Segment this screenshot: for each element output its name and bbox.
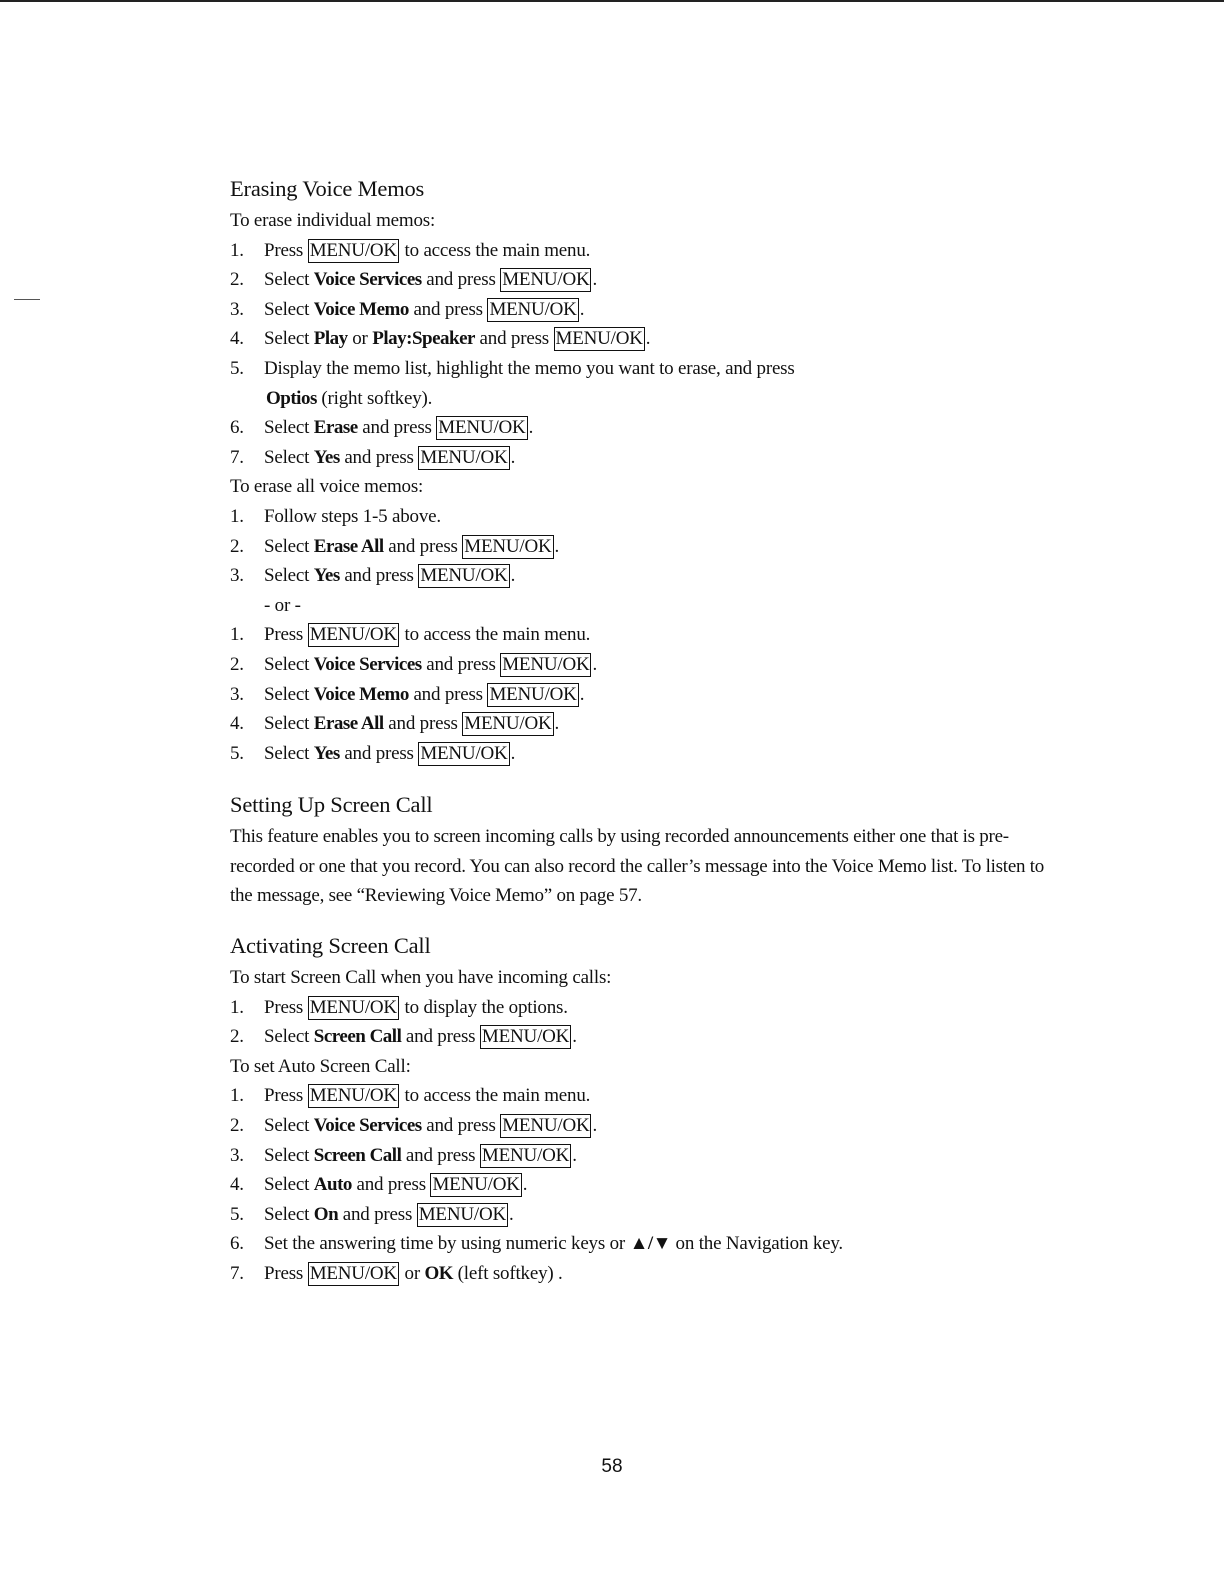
erasing-intro: To erase individual memos:	[230, 210, 436, 231]
auto-intro: To set Auto Screen Call:	[230, 1055, 411, 1077]
menu-ok-key: MENU/OK	[309, 624, 397, 646]
section-title-erasing: Erasing Voice Memos	[230, 176, 425, 201]
menu-ok-key: MENU/OK	[309, 996, 397, 1018]
menu-ok-key: MENU/OK	[502, 653, 590, 675]
menu-ok-key: MENU/OK	[418, 1203, 506, 1225]
list-item: 4. Select Auto and press MENU/OK .	[230, 1174, 528, 1196]
list-item: 1. Press MENU/OK to access the main menu.	[230, 624, 591, 646]
list-item: 3. Select Voice Memo and press MENU/OK .	[230, 298, 585, 320]
list-item: 1. Press MENU/OK to display the options.	[230, 996, 568, 1018]
menu-ok-key: MENU/OK	[555, 328, 643, 350]
list-item: 1. Follow steps 1-5 above.	[230, 505, 441, 527]
list-item: 2. Select Voice Services and press MENU/OK .	[230, 653, 598, 675]
setup-body: This feature enables you to screen incoming calls by using recorded announcements either one that is pre-recorded or one that you record. You can also record the caller’s message into the Voice Memo list. To listen to the message, see “Reviewing Voice Memo” on page 57.	[230, 826, 1045, 907]
list-item: 6. Select Erase and press MENU/OK .	[230, 417, 534, 439]
menu-ok-key: MENU/OK	[464, 535, 552, 557]
list-item: 3. Select Voice Memo and press MENU/OK .	[230, 683, 585, 705]
list-item: 4. Select Play or Play:Speaker and press MENU/OK .	[230, 328, 651, 350]
list-item: 4. Select Erase All and press MENU/OK .	[230, 713, 560, 735]
list-item: 5. Select On and press MENU/OK .	[230, 1203, 514, 1225]
top-rule	[0, 0, 1224, 2]
menu-ok-key: MENU/OK	[420, 565, 508, 587]
menu-ok-key: MENU/OK	[502, 1115, 590, 1137]
or-separator: - or -	[264, 594, 301, 616]
menu-ok-key: MENU/OK	[502, 269, 590, 291]
menu-ok-key: MENU/OK	[438, 417, 526, 439]
erase-all-intro: To erase all voice memos:	[230, 476, 424, 498]
list-item: 7. Press MENU/OK or OK (left softkey) .	[230, 1263, 563, 1284]
margin-mark	[14, 299, 40, 300]
menu-ok-key: MENU/OK	[309, 1263, 397, 1284]
list-item: 2. Select Erase All and press MENU/OK .	[230, 535, 560, 557]
menu-ok-key: MENU/OK	[309, 239, 397, 261]
list-item: 1. Press MENU/OK to access the main menu.	[230, 1085, 591, 1107]
section-title-setup: Setting Up Screen Call	[230, 792, 433, 818]
list-item: 5. Display the memo list, highlight the memo you want to erase, and press	[230, 357, 795, 379]
list-item: 2. Select Voice Services and press MENU/OK .	[230, 1115, 598, 1137]
activating-intro: To start Screen Call when you have incoming calls:	[230, 967, 612, 989]
menu-ok-key: MENU/OK	[481, 1026, 570, 1048]
page-number: 58	[601, 1456, 623, 1477]
list-item: 1. Press MENU/OK to access the main menu.	[230, 239, 591, 261]
section-title-activating: Activating Screen Call	[230, 933, 431, 959]
menu-ok-key: MENU/OK	[464, 713, 552, 735]
menu-ok-key: MENU/OK	[432, 1174, 520, 1196]
list-item: 3. Select Screen Call and press MENU/OK .	[230, 1144, 577, 1166]
list-item: 6. Set the answering time by using numeric keys or ▲/▼ on the Navigation key.	[230, 1233, 843, 1255]
menu-ok-key: MENU/OK	[489, 683, 577, 705]
menu-ok-key: MENU/OK	[420, 742, 508, 764]
list-item: 2. Select Voice Services and press MENU/OK .	[230, 269, 598, 291]
list-item: 5. Select Yes and press MENU/OK .	[230, 742, 516, 764]
list-item: 2. Select Screen Call and press MENU/OK .	[230, 1026, 577, 1048]
list-item-continuation: Optios (right softkey).	[266, 387, 433, 409]
menu-ok-key: MENU/OK	[420, 446, 508, 468]
menu-ok-key: MENU/OK	[309, 1085, 397, 1107]
list-item: 3. Select Yes and press MENU/OK .	[230, 565, 516, 587]
menu-ok-key: MENU/OK	[489, 298, 577, 320]
page-content	[230, 172, 1060, 1289]
menu-ok-key: MENU/OK	[481, 1144, 570, 1166]
up-down-arrow-icon: ▲/▼	[629, 1233, 671, 1255]
list-item: 7. Select Yes and press MENU/OK .	[230, 446, 516, 468]
